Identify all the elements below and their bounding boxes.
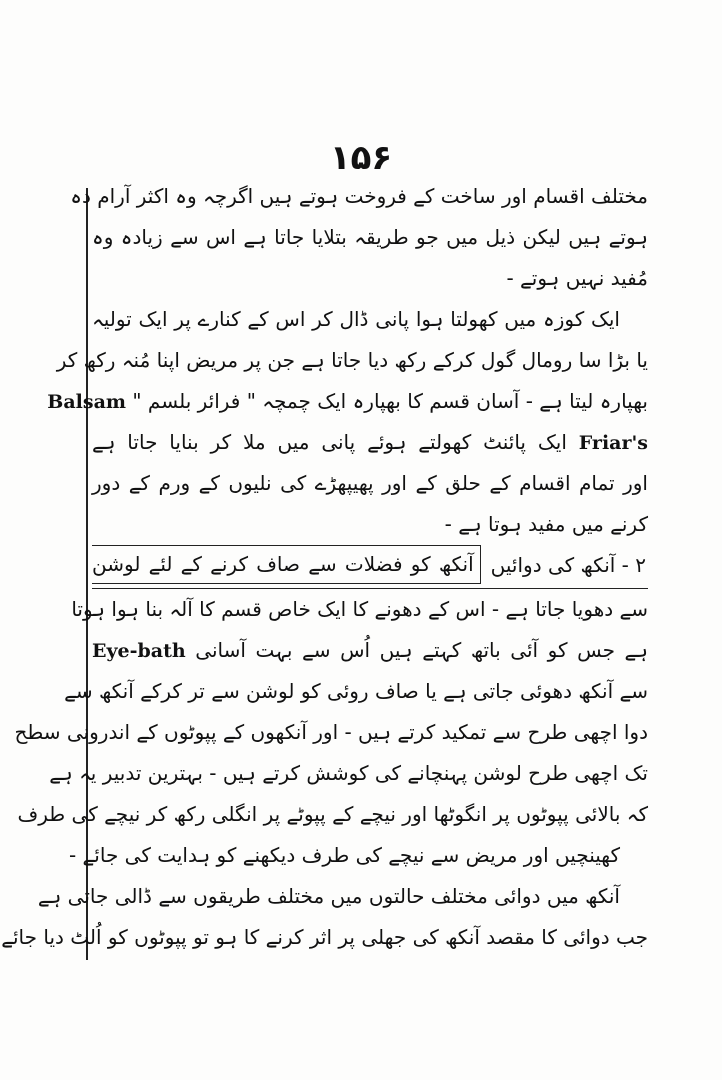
- text-line: اور تمام اقسام کے حلق کے اور پھیپھڑے کی نلیوں کے ورم کے دور: [92, 471, 648, 495]
- text-line: مختلف اقسام اور ساخت کے فروخت ہوتے ہیں اگرچہ وہ اکثر آرام دہ: [70, 184, 648, 208]
- text-segment: ایک پائنٹ کھولتے ہوئے پانی میں ملا کر بنایا جاتا ہے: [92, 430, 567, 454]
- text-segment: بھپارہ لیتا ہے - آسان قسم کا بھپارہ ایک چمچہ " فرائر بلسم ": [132, 389, 648, 413]
- paragraph: [1, 876, 648, 958]
- latin-term-friars: Friar's: [578, 432, 648, 454]
- text-line: آنکھ میں دوائی مختلف حالتوں میں مختلف طریقوں سے ڈالی جاتی ہے: [37, 884, 620, 908]
- text-line: [92, 630, 648, 671]
- paragraph: [47, 299, 648, 545]
- text-line: کہ بالائی پپوٹوں پر انگوٹھا اور نیچے کے پپوٹے پر انگلی رکھ کر نیچے کی طرف: [17, 802, 648, 826]
- text-line: ایک کوزہ میں کھولتا ہوا پانی ڈال کر اس کے کنارے پر ایک تولیہ: [92, 307, 620, 331]
- text-line: [92, 422, 648, 463]
- text-line: دوا اچھی طرح سے تمکید کرتے ہیں - اور آنکھوں کے پپوٹوں کے اندرونی سطح: [14, 720, 648, 744]
- text-line: تک اچھی طرح لوشن پہنچانے کی کوشش کرتے ہیں - بہترین تدبیر یہ ہے: [49, 761, 648, 785]
- page-body: [1, 176, 648, 958]
- text-line: سے آنکھ دھوئی جاتی ہے یا صاف روئی کو لوشن سے تر کرکے آنکھ سے: [64, 679, 648, 703]
- text-line: جب دوائی کا مقصد آنکھ کی جھلی پر اثر کرنے کا ہو تو پپوٹوں کو اُلٹ دیا جائے: [1, 925, 648, 949]
- latin-term-balsam: Balsam: [47, 391, 126, 413]
- text-line: کرنے میں مفید ہوتا ہے -: [444, 512, 648, 536]
- latin-term-eye-bath: Eye-bath: [92, 640, 186, 662]
- text-line: کھینچیں اور مریض سے نیچے کی طرف دیکھنے کو ہدایت کی جائے -: [68, 843, 620, 867]
- text-line: یا بڑا سا رومال گول کرکے رکھ دیا جاتا ہے جن پر مریض اپنا مُنہ رکھ کر: [56, 348, 648, 372]
- section-heading: ۲ - آنکھ کی دوائیں: [490, 553, 646, 577]
- text-line: [47, 381, 648, 422]
- section-heading-row: [92, 545, 648, 586]
- text-line: مُفید نہیں ہوتے -: [506, 266, 648, 290]
- text-line: سے دھویا جاتا ہے - اس کے دھونے کا ایک خاص قسم کا آلہ بنا ہوا ہوتا: [92, 588, 648, 630]
- page-number: ۱۵۶: [329, 138, 393, 178]
- text-segment: ہے جس کو آئی باتھ کہتے ہیں اُس سے بہت آسانی: [195, 638, 648, 662]
- paragraph: [70, 176, 648, 299]
- boxed-text: آنکھ کو فضلات سے صاف کرنے کے لئے لوشن: [92, 545, 481, 584]
- text-line: ہوتے ہیں لیکن ذیل میں جو طریقہ بتلایا جاتا ہے اس سے زیادہ وہ: [92, 225, 648, 249]
- section: [14, 545, 648, 876]
